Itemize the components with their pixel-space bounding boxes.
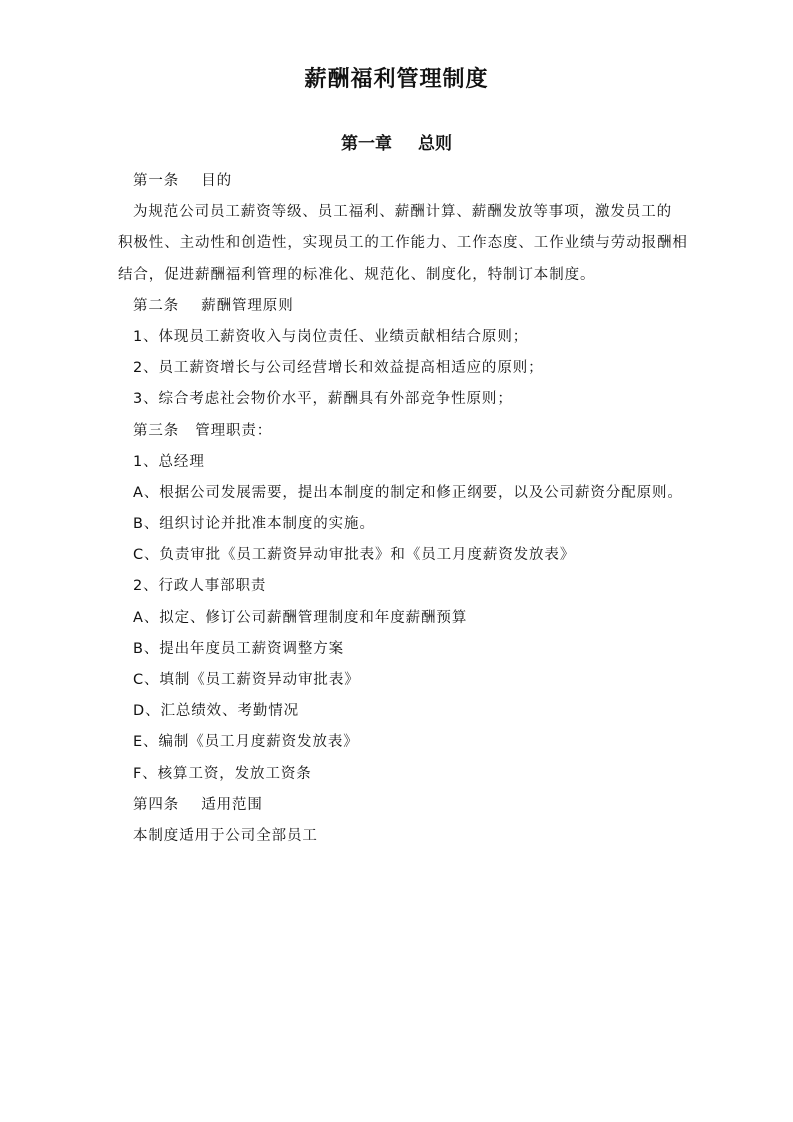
chapter-heading	[0, 129, 793, 154]
paragraph-line: 结合，促进薪酬福利管理的标准化、规范化、制度化，特制订本制度。	[118, 266, 596, 283]
list-item: C、负责审批《员工薪资异动审批表》和《员工月度薪资发放表》	[133, 547, 576, 564]
article-number: 第二条	[133, 297, 180, 314]
list-item: C、填制《员工薪资异动审批表》	[133, 672, 360, 688]
document-title: 薪酬福利管理制度	[304, 67, 489, 92]
chapter-number: 第一章	[341, 134, 392, 154]
paragraph-line: 为规范公司员工薪资等级、员工福利、薪酬计算、薪酬发放等事项，激发员工的	[133, 204, 672, 221]
paragraph-line: 本制度适用于公司全部员工	[133, 827, 318, 844]
article-heading	[118, 416, 718, 447]
article-heading	[118, 790, 718, 821]
article-heading	[118, 166, 718, 197]
article-number: 第三条	[133, 422, 180, 439]
article-number: 第一条	[133, 173, 180, 189]
article-topic: 管理职责：	[195, 422, 273, 439]
list-item: A、拟定、修订公司薪酬管理制度和年度薪酬预算	[133, 609, 468, 626]
list-item: A、根据公司发展需要，提出本制度的制定和修正纲要，以及公司薪资分配原则。	[133, 484, 683, 501]
list-item: E、编制《员工月度薪资发放表》	[133, 734, 359, 751]
document-body	[118, 166, 718, 852]
list-item: 2、员工薪资增长与公司经营增长和效益提高相适应的原则；	[133, 360, 544, 377]
article-topic: 目的	[201, 173, 233, 189]
sub-heading: 1、总经理	[133, 453, 205, 470]
list-item: B、提出年度员工薪资调整方案	[133, 640, 345, 657]
article-heading	[118, 291, 718, 322]
chapter-name: 总则	[418, 134, 452, 154]
list-item: D、汇总绩效、考勤情况	[133, 703, 300, 720]
article-number: 第四条	[133, 796, 180, 813]
paragraph-line: 积极性、主动性和创造性，实现员工的工作能力、工作态度、工作业绩与劳动报酬相	[118, 235, 688, 252]
list-item: B、组织讨论并批准本制度的实施。	[133, 516, 375, 533]
list-item: F、核算工资，发放工资条	[133, 765, 312, 782]
list-item: 1、体现员工薪资收入与岗位责任、业绩贡献相结合原则；	[133, 328, 529, 345]
article-topic: 薪酬管理原则	[201, 297, 294, 314]
list-item: 3、综合考虑社会物价水平，薪酬具有外部竞争性原则；	[133, 391, 513, 408]
sub-heading: 2、行政人事部职责	[133, 578, 267, 595]
article-topic: 适用范围	[201, 796, 263, 813]
